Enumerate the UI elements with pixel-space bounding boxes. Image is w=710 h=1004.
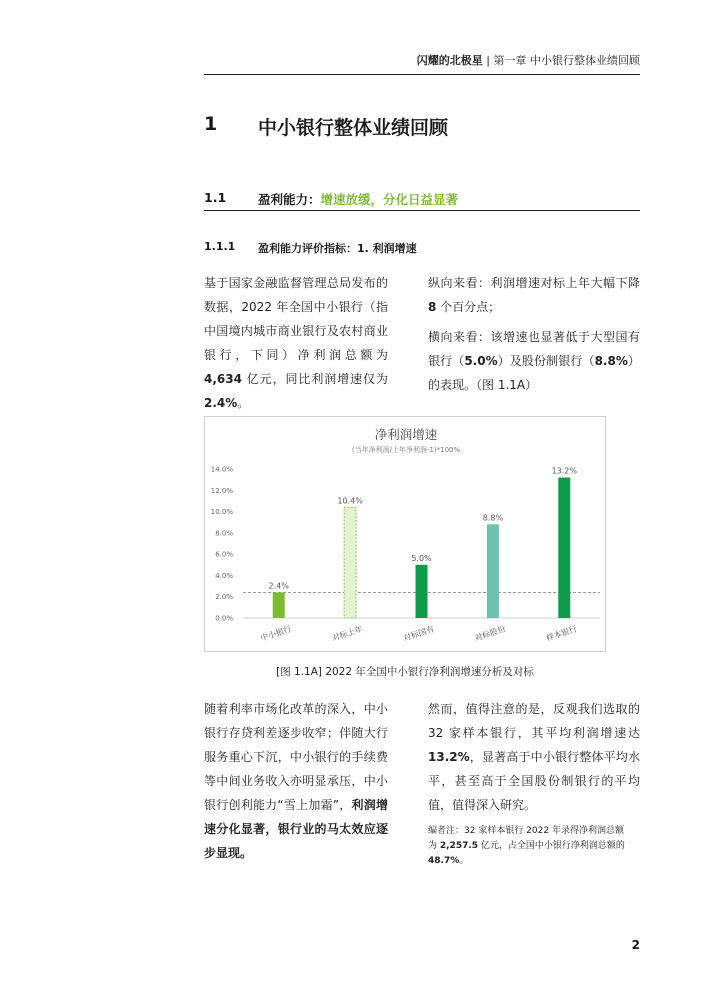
y-tick-label: 10.0%: [210, 508, 233, 517]
editor-note-text-3: 。: [459, 856, 469, 866]
data-label: 8.8%: [482, 513, 504, 523]
editor-note-bold-1: 2,257.5: [439, 841, 479, 851]
intro-right-p2-text-1: 横向来看：该增速也显著低于大型国有银行（: [428, 330, 640, 368]
intro-left-text-2: 亿元，同比利润增速仅为: [241, 372, 388, 386]
intro-left-bold-2: 2.4%: [204, 396, 238, 410]
bar: [344, 507, 356, 618]
bar: [558, 478, 570, 618]
y-tick-label: 4.0%: [215, 571, 233, 580]
intro-right-horizontal: [428, 325, 640, 397]
intro-right-p2-bold-1: 5.0%: [464, 354, 498, 368]
intro-right-p1-text-2: 个百分点；: [436, 300, 501, 314]
intro-left-paragraph: [204, 271, 388, 415]
body-left-paragraph: [204, 697, 388, 865]
body-right-bold: 13.2%: [428, 750, 470, 764]
y-tick-label: 14.0%: [210, 465, 233, 474]
category-label: 样本银行: [544, 624, 579, 643]
y-tick-label: 8.0%: [215, 529, 233, 538]
intro-left-text-3: 。: [237, 396, 250, 410]
body-right-text-2: ，显著高于中小银行整体平均水平，甚至高于全国股份制银行的平均值，值得深入研究。: [428, 750, 640, 812]
editor-note-bold-2: 48.7%: [428, 856, 460, 866]
intro-right-p2-text-3: ）的表现。（图 1.1A）: [428, 354, 640, 392]
data-label: 2.4%: [268, 581, 289, 591]
editor-note-text-2: 亿元，占全国中小银行净利润总额的: [478, 841, 625, 851]
category-label: 对标国有: [402, 624, 436, 643]
section-title: [258, 190, 458, 208]
chart-container: [204, 416, 606, 652]
page-number: 2: [631, 938, 640, 952]
data-label: 5.0%: [411, 553, 432, 563]
running-header: [417, 52, 640, 68]
editor-note: [428, 824, 628, 869]
section-number: 1.1: [204, 190, 227, 205]
header-brand: 闪耀的北极星: [416, 54, 483, 67]
y-tick-label: 12.0%: [210, 486, 233, 495]
chapter-number: 1: [204, 113, 218, 135]
y-tick-label: 6.0%: [215, 550, 233, 559]
chart-title: 净利润增速: [374, 427, 438, 442]
subsection-title: 盈利能力评价指标：1. 利润增速: [258, 242, 417, 255]
section-rule: [204, 210, 640, 211]
bar: [273, 592, 285, 618]
intro-right-vertical: [428, 271, 640, 319]
intro-right-p1-text-1: 纵向来看：利润增速对标上年大幅下降: [428, 276, 640, 290]
header-rule: [204, 74, 640, 75]
intro-right-p2-text-2: ）及股份制银行（: [497, 354, 595, 368]
figure-caption: [图 1.1A] 2022 年全国中小银行净利润增速分析及对标: [276, 666, 534, 678]
section-title-prefix: 盈利能力：: [258, 192, 321, 207]
editor-note-text-1: 编者注：32 家样本银行 2022 年录得净利润总额为: [428, 826, 624, 851]
header-chapter: 第一章 中小银行整体业绩回顾: [493, 54, 640, 67]
category-label: 中小银行: [259, 624, 293, 643]
y-tick-label: 0.0%: [215, 614, 233, 623]
intro-left-text-1: 基于国家金融监督管理总局发布的数据，2022 年全国中小银行（指中国境内城市商业银行及农村商业银行，下同）净利润总额为: [204, 276, 388, 362]
category-label: 对标股份: [473, 624, 507, 643]
bar-chart: [205, 417, 607, 653]
intro-right-p2-bold-2: 8.8%: [594, 354, 628, 368]
intro-right-p1-bold-1: 8: [428, 300, 437, 314]
bar: [416, 565, 428, 618]
body-left-text: 随着利率市场化改革的深入，中小银行存贷利差逐步收窄；伴随大行服务重心下沉，中小银行的手续费等中间业务收入亦明显承压，中小银行创利能力“雪上加霜”，: [204, 702, 388, 812]
body-left-bold: 利润增速分化显著，银行业的马太效应逐步显现。: [204, 798, 388, 860]
data-label: 13.2%: [551, 466, 578, 476]
body-right-paragraph: [428, 697, 640, 817]
subsection-number: 1.1.1: [204, 240, 236, 253]
section-title-highlight: 增速放缓，分化日益显著: [320, 192, 459, 207]
chart-subtitle: (当年净利润/上年净利润-1)*100%: [351, 446, 461, 454]
chapter-title: 中小银行整体业绩回顾: [258, 117, 449, 139]
intro-left-bold-1: 4,634: [204, 372, 242, 386]
y-tick-label: 2.0%: [215, 593, 233, 602]
data-label: 10.4%: [337, 496, 363, 506]
category-label: 对标上年: [330, 624, 364, 643]
bar: [487, 524, 499, 618]
body-right-text-1: 然而，值得注意的是，反观我们选取的 32 家样本银行，其平均利润增速达: [428, 702, 640, 740]
header-separator: |: [486, 54, 490, 67]
intro-right-paragraphs: [428, 271, 640, 397]
